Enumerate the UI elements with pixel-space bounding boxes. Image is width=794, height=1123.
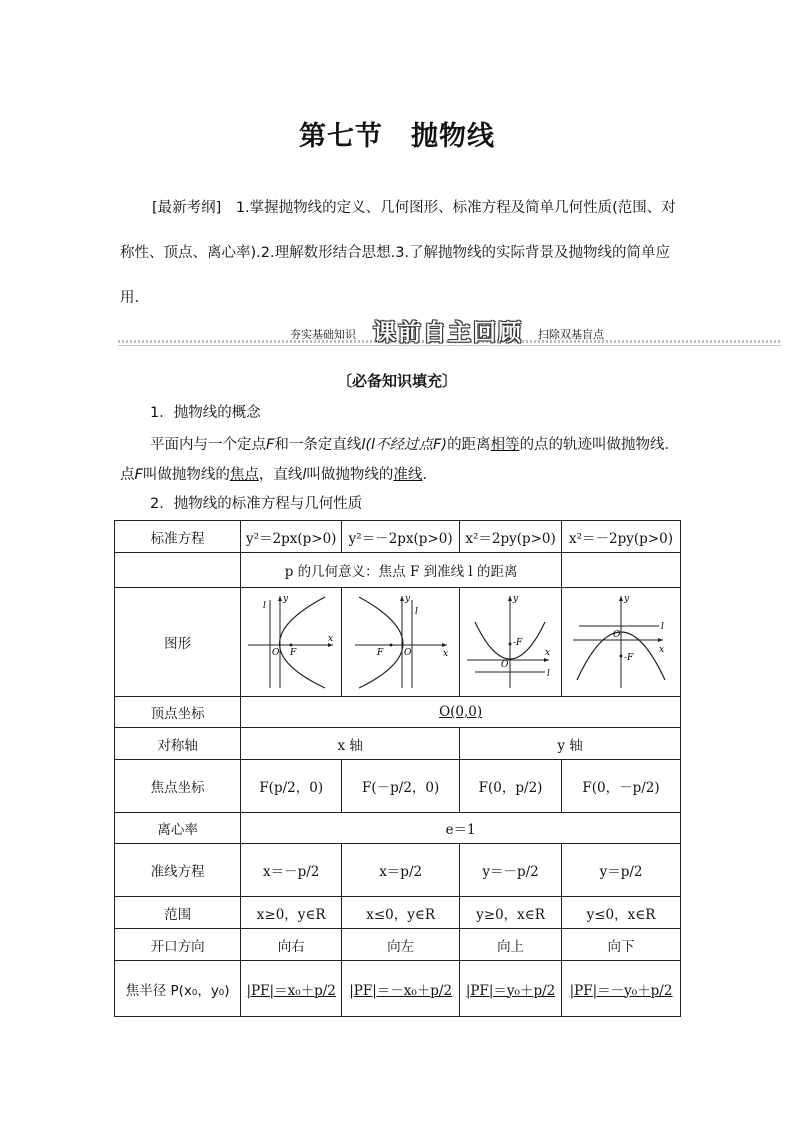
- fill-blank-directrix: 准线: [393, 467, 423, 483]
- opening-cell: 向右: [241, 929, 342, 961]
- text-run: ，直线: [258, 467, 303, 483]
- directrix-cell: x＝p/2: [342, 844, 460, 897]
- focal-radius-cell: |PF|＝－y₀＋p/2: [562, 961, 681, 1017]
- graph-label: l: [546, 669, 550, 679]
- graph-label: O: [613, 630, 621, 640]
- table-row: [115, 553, 681, 588]
- graph-cell: [562, 588, 681, 697]
- graph-label: O: [500, 660, 508, 670]
- p-meaning-cell: p 的几何意义：焦点 F 到准线 l 的距离: [241, 553, 562, 588]
- focus-cell: F(p/2，0): [241, 760, 342, 813]
- directrix-cell: x＝－p/2: [241, 844, 342, 897]
- row-label: 对称轴: [115, 728, 241, 760]
- fill-blank-equal: 相等: [490, 437, 520, 453]
- directrix-cell: y＝－p/2: [460, 844, 562, 897]
- row-label: 范围: [115, 897, 241, 929]
- text-run: 的点的轨迹叫做抛物线．点: [120, 437, 680, 483]
- table-row: [115, 697, 681, 728]
- range-cell: x≥0，y∈R: [241, 897, 342, 929]
- opening-cell: 向上: [460, 929, 562, 961]
- equation-cell: y²＝－2px(p>0): [342, 521, 460, 553]
- table-row: [115, 521, 681, 553]
- table-row: [115, 588, 681, 697]
- axis-x-cell: x 轴: [241, 728, 460, 760]
- row-label: 离心率: [115, 813, 241, 844]
- eccentricity-cell: e＝1: [241, 813, 681, 844]
- graph-label: -F: [512, 638, 522, 648]
- graph-label: F: [290, 648, 297, 658]
- row-label: 标准方程: [115, 521, 241, 553]
- graph-label: x: [442, 649, 448, 659]
- row-label: 顶点坐标: [115, 697, 241, 728]
- graph-label: l: [661, 622, 664, 632]
- table-row: [115, 760, 681, 813]
- graph-label: x: [659, 645, 665, 655]
- graph-label: -F: [624, 653, 634, 663]
- axis-y-cell: y 轴: [460, 728, 681, 760]
- table-row: [115, 897, 681, 929]
- table-row: [115, 929, 681, 961]
- section-heading: 〔必备知识填充〕: [336, 372, 457, 390]
- graph-cell: [342, 588, 460, 697]
- graph-cell: [241, 588, 342, 697]
- intro-paragraph: [最新考纲] 1.掌握抛物线的定义、几何图形、标准方程及简单几何性质(范围、对称性、顶点、离心率).2.理解数形结合思想.3.了解抛物线的实际背景及抛物线的简单应用．: [120, 200, 676, 306]
- banner-main-text: 课前自主回顾: [373, 320, 523, 346]
- text-run: .: [422, 467, 427, 483]
- row-label: 焦半径 P(x₀，y₀): [115, 961, 241, 1017]
- range-cell: x≤0，y∈R: [342, 897, 460, 929]
- graph-label: x: [328, 634, 334, 644]
- graph-label: F: [376, 648, 383, 658]
- equation-cell: x²＝2py(p>0): [460, 521, 562, 553]
- parabola-right-graph: [243, 592, 339, 692]
- opening-cell: 向左: [342, 929, 460, 961]
- graph-label: O: [272, 648, 280, 658]
- fill-blank-focus: 焦点: [229, 467, 259, 483]
- concept-heading: 1．抛物线的概念: [150, 405, 261, 421]
- text-run: l: [302, 467, 307, 483]
- text-run: l(l不经过点F): [361, 437, 448, 453]
- concept-paragraph: [120, 430, 686, 490]
- graph-label: y: [624, 594, 630, 604]
- table-row: [115, 813, 681, 844]
- text-run: 叫做抛物线的: [306, 467, 394, 483]
- range-cell: y≥0，x∈R: [460, 897, 562, 929]
- equation-cell: x²＝－2py(p>0): [562, 521, 681, 553]
- parabola-up-graph: [463, 592, 559, 692]
- opening-cell: 向下: [562, 929, 681, 961]
- row-label: 开口方向: [115, 929, 241, 961]
- graph-label: x: [544, 648, 550, 658]
- range-cell: y≤0，x∈R: [562, 897, 681, 929]
- graph-label: O: [403, 648, 412, 658]
- graph-cell: [460, 588, 562, 697]
- parabola-down-graph: [567, 592, 675, 692]
- banner-right-text: 扫除双基盲点: [538, 328, 604, 341]
- empty-cell: [115, 553, 241, 588]
- directrix-cell: y＝p/2: [562, 844, 681, 897]
- banner-left-text: 夯实基础知识: [290, 328, 356, 341]
- focus-cell: F(0，－p/2): [562, 760, 681, 813]
- text-run: F: [266, 437, 275, 453]
- focal-radius-cell: |PF|＝x₀＋p/2: [241, 961, 342, 1017]
- focal-radius-cell: |PF|＝y₀＋p/2: [460, 961, 562, 1017]
- text-run: 的距离: [447, 437, 491, 453]
- table-row: [115, 844, 681, 897]
- parabola-left-graph: [347, 592, 455, 692]
- focal-radius-cell: |PF|＝－x₀＋p/2: [342, 961, 460, 1017]
- equation-cell: y²＝2px(p>0): [241, 521, 342, 553]
- text-run: F: [134, 467, 143, 483]
- row-label: 焦点坐标: [115, 760, 241, 813]
- properties-heading: 2．抛物线的标准方程与几何性质: [150, 496, 363, 512]
- graph-label: l: [263, 601, 267, 611]
- vertex-cell: O(0,0): [241, 697, 681, 728]
- focus-cell: F(－p/2，0): [342, 760, 460, 813]
- properties-table: [114, 520, 681, 1017]
- focus-cell: F(0，p/2): [460, 760, 562, 813]
- text-run: 和一条定直线: [274, 437, 362, 453]
- row-label: 准线方程: [115, 844, 241, 897]
- text-run: 叫做抛物线的: [142, 467, 230, 483]
- table-row: [115, 728, 681, 760]
- empty-cell: [562, 553, 681, 588]
- graph-label: y: [283, 594, 289, 604]
- section-banner: [118, 312, 782, 348]
- row-label: 图形: [115, 588, 241, 697]
- text-run: 平面内与一个定点: [150, 437, 266, 453]
- graph-label: y: [404, 594, 410, 604]
- table-row: [115, 961, 681, 1017]
- graph-label: l: [414, 607, 418, 617]
- graph-label: y: [512, 594, 518, 604]
- page-title: 第七节 抛物线: [299, 121, 495, 152]
